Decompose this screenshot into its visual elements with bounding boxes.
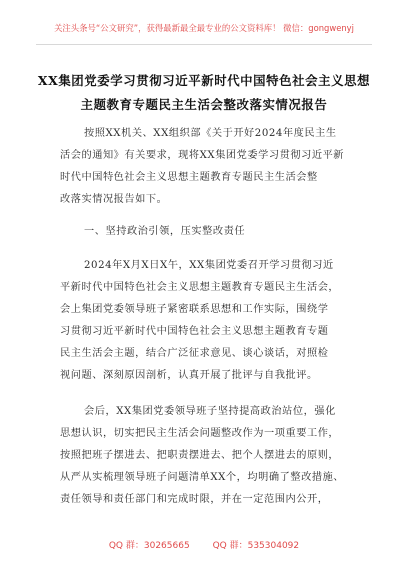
paragraph-3-line-1: 会后，XX集团党委领导班子坚持提高政治站位，强化 [84, 406, 336, 417]
paragraph-3-line-2: 思想认识，切实把民主生活会问题整改作为一项重要工作， [60, 428, 340, 439]
footer-qq-group-1: QQ 群：30265665 [108, 541, 190, 551]
paragraph-3-line-5: 责任领导和责任部门和完成时限，并在一定范围内公开， [60, 494, 329, 505]
document-title-line-2: 主题教育专题民主生活会整改落实情况报告 [80, 97, 328, 112]
paragraph-2-line-2: 平新时代中国特色社会主义思想主题教育专题民主生活会， [60, 282, 340, 293]
paragraph-2-line-1: 2024年X月X日X午，XX集团党委召开学习贯彻习近 [84, 260, 334, 271]
document-title-line-1: XX集团党委学习贯彻习近平新时代中国特色社会主义思想 [37, 73, 371, 88]
paragraph-1-line-4: 改落实情况报告如下。 [60, 194, 168, 205]
paragraph-1-line-2: 活会的通知》有关要求，现将XX集团党委学习贯彻习近平新 [60, 150, 345, 161]
paragraph-1-line-1: 按照XX机关、XX组织部《关于开好2024年度民主生 [84, 128, 337, 139]
footer-contact [0, 538, 408, 551]
header-divider [36, 44, 372, 45]
footer-qq-group-2: QQ 群：535304092 [212, 541, 300, 551]
paragraph-3-line-3: 按照把班子摆进去、把职责摆进去、把个人摆进去的原则， [60, 450, 340, 461]
paragraph-2-line-4: 习贯彻习近平新时代中国特色社会主义思想主题教育专题 [60, 326, 329, 337]
paragraph-2-line-5: 民主生活会主题，结合广泛征求意见、谈心谈话，对照检 [60, 348, 329, 359]
paragraph-2-line-3: 会上集团党委领导班子紧密联系思想和工作实际，围绕学 [60, 304, 329, 315]
section-heading-1: 一、坚持政治引领，压实整改责任 [84, 226, 246, 237]
paragraph-2-line-6: 视问题、深刻原因剖析，认真开展了批评与自我批评。 [60, 370, 318, 381]
paragraph-1-line-3: 时代中国特色社会主义思想主题教育专题民主生活会整 [60, 172, 318, 183]
paragraph-3-line-4: 从严从实梳理领导班子问题清单XX个，均明确了整改措施、 [60, 472, 345, 483]
header-banner: 关注头条号“公文研究”，获得最新最全最专业的公文资料库！ 微信：gongwenyj [54, 23, 354, 33]
